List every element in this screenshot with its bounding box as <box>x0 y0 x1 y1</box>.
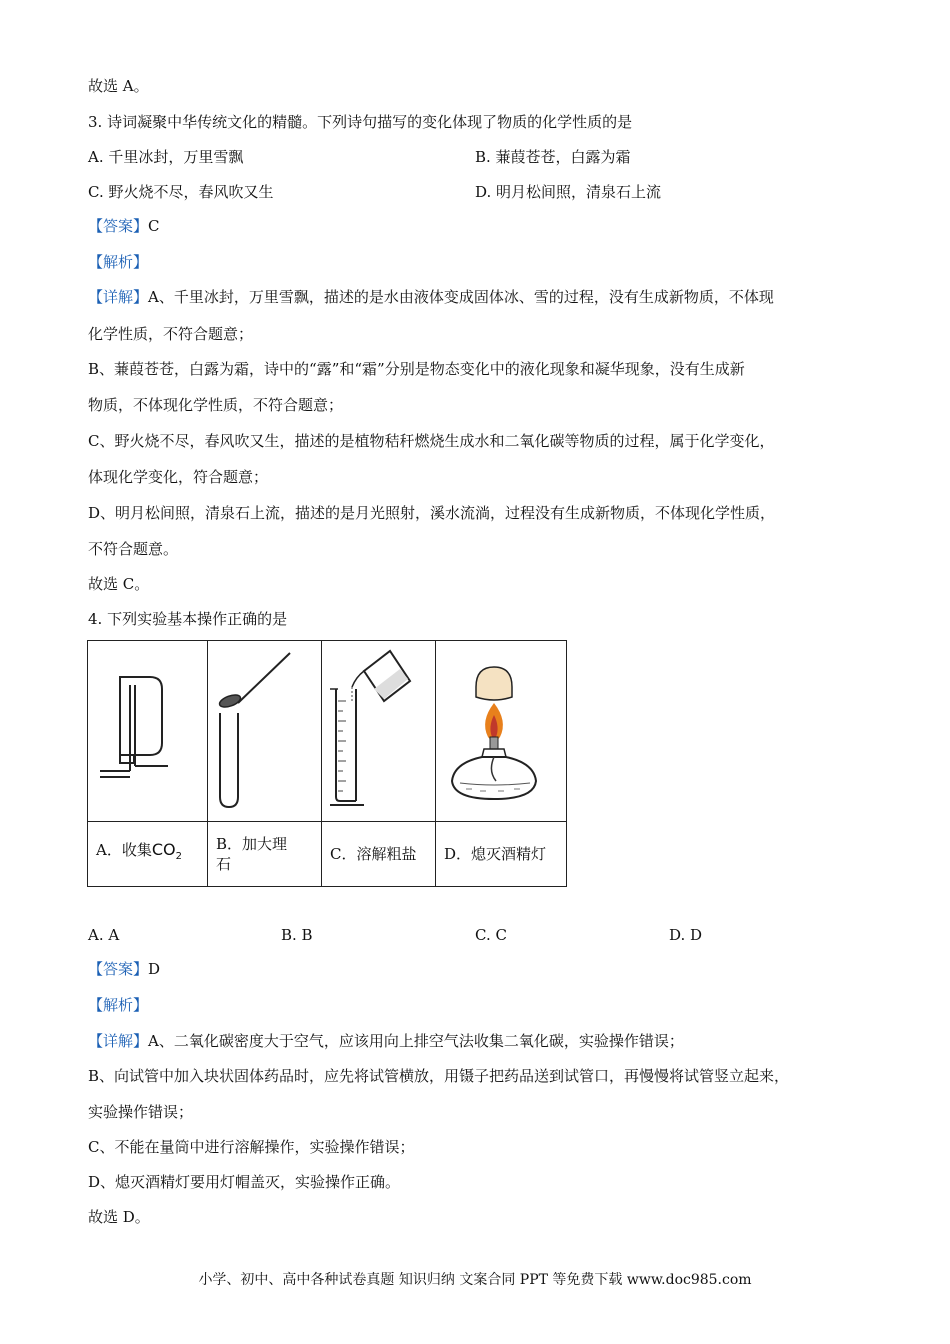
test-tube-spoon-illustration <box>208 641 321 821</box>
figure-b-caption <box>208 822 322 887</box>
figure-d-caption: D．熄灭酒精灯 <box>436 822 567 887</box>
caption-b-line1: B．加大理 <box>216 835 288 853</box>
q4-detail-3: 实验操作错误； <box>88 1103 194 1121</box>
answer-tag: 【答案】 <box>88 960 149 978</box>
q3-option-b: B. 蒹葭苍苍，白露为霜 <box>475 148 631 166</box>
page-footer: 小学、初中、高中各种试卷真题 知识归纳 文案合同 PPT 等免费下载 www.doc985.com <box>198 1272 752 1288</box>
q4-option-c: C. C <box>475 926 507 944</box>
co2-formula-subscript: 2 <box>175 851 182 863</box>
q3-detail-3: B、蒹葭苍苍，白露为霜，诗中的“露”和“霜”分别是物态变化中的液化现象和凝华现象，没有生成新 <box>88 360 745 378</box>
answer-value: D <box>148 960 161 978</box>
co2-formula-base: CO <box>151 840 176 860</box>
q3-answer <box>88 216 160 236</box>
caption-b-line2: 石 <box>216 855 232 873</box>
detail-tag: 【详解】 <box>88 1032 149 1050</box>
q4-detail-1 <box>88 1031 684 1051</box>
q3-detail-6: 体现化学变化，符合题意； <box>88 468 269 486</box>
q3-conclusion: 故选 C。 <box>88 575 150 593</box>
co2-formula <box>151 840 182 863</box>
question-3-stem: 3. 诗词凝聚中华传统文化的精髓。下列诗句描写的变化体现了物质的化学性质的是 <box>88 113 633 131</box>
q3-option-a: A. 千里冰封，万里雪飘 <box>88 148 244 166</box>
q3-detail-2: 化学性质，不符合题意； <box>88 325 254 343</box>
q3-analysis-tag: 【解析】 <box>88 253 149 271</box>
q4-option-b: B. B <box>281 926 313 944</box>
graduated-cylinder-dissolving-illustration <box>322 641 435 821</box>
detail-text: A、二氧化碳密度大于空气，应该用向上排空气法收集二氧化碳，实验操作错误； <box>148 1032 684 1050</box>
answer-tag: 【答案】 <box>88 217 149 235</box>
question-4-stem: 4. 下列实验基本操作正确的是 <box>88 610 288 628</box>
q3-detail-1 <box>88 287 774 307</box>
alcohol-lamp-illustration <box>436 641 566 821</box>
q4-detail-4: C、不能在量筒中进行溶解操作，实验操作错误； <box>88 1138 415 1156</box>
q3-option-c: C. 野火烧不尽，春风吹又生 <box>88 183 274 201</box>
q4-figure-table <box>87 640 567 887</box>
q4-conclusion: 故选 D。 <box>88 1208 150 1226</box>
figure-c-caption: C．溶解粗盐 <box>322 822 436 887</box>
q3-detail-5: C、野火烧不尽，春风吹又生，描述的是植物秸秆燃烧生成水和二氧化碳等物质的过程，属于化学变化， <box>88 432 775 450</box>
figure-a-cell <box>88 641 208 822</box>
caption-a-text: A．收集 <box>96 841 152 860</box>
q3-detail-4: 物质，不体现化学性质，不符合题意； <box>88 396 344 414</box>
q4-option-a: A. A <box>88 926 120 944</box>
q4-detail-2: B、向试管中加入块状固体药品时，应先将试管横放，用镊子把药品送到试管口，再慢慢将试管竖立起来， <box>88 1067 790 1085</box>
q3-detail-7: D、明月松间照，清泉石上流，描述的是月光照射，溪水流淌，过程没有生成新物质，不体现化学性质， <box>88 504 776 522</box>
figure-d-cell <box>436 641 567 822</box>
conclusion-q2: 故选 A。 <box>88 77 149 95</box>
q4-detail-5: D、熄灭酒精灯要用灯帽盖灭，实验操作正确。 <box>88 1173 401 1191</box>
answer-value: C <box>148 217 160 235</box>
figure-a-caption <box>88 822 208 887</box>
q4-analysis-tag: 【解析】 <box>88 996 149 1014</box>
figure-c-cell <box>322 641 436 822</box>
detail-tag: 【详解】 <box>88 288 149 306</box>
detail-text: A、千里冰封，万里雪飘，描述的是水由液体变成固体冰、雪的过程，没有生成新物质，不体现 <box>148 288 774 306</box>
q3-detail-8: 不符合题意。 <box>88 540 179 558</box>
q4-option-d: D. D <box>669 926 703 944</box>
figure-b-cell <box>208 641 322 822</box>
q3-option-d: D. 明月松间照，清泉石上流 <box>475 183 662 201</box>
gas-bottle-collection-illustration <box>88 641 207 821</box>
q4-answer <box>88 959 160 979</box>
